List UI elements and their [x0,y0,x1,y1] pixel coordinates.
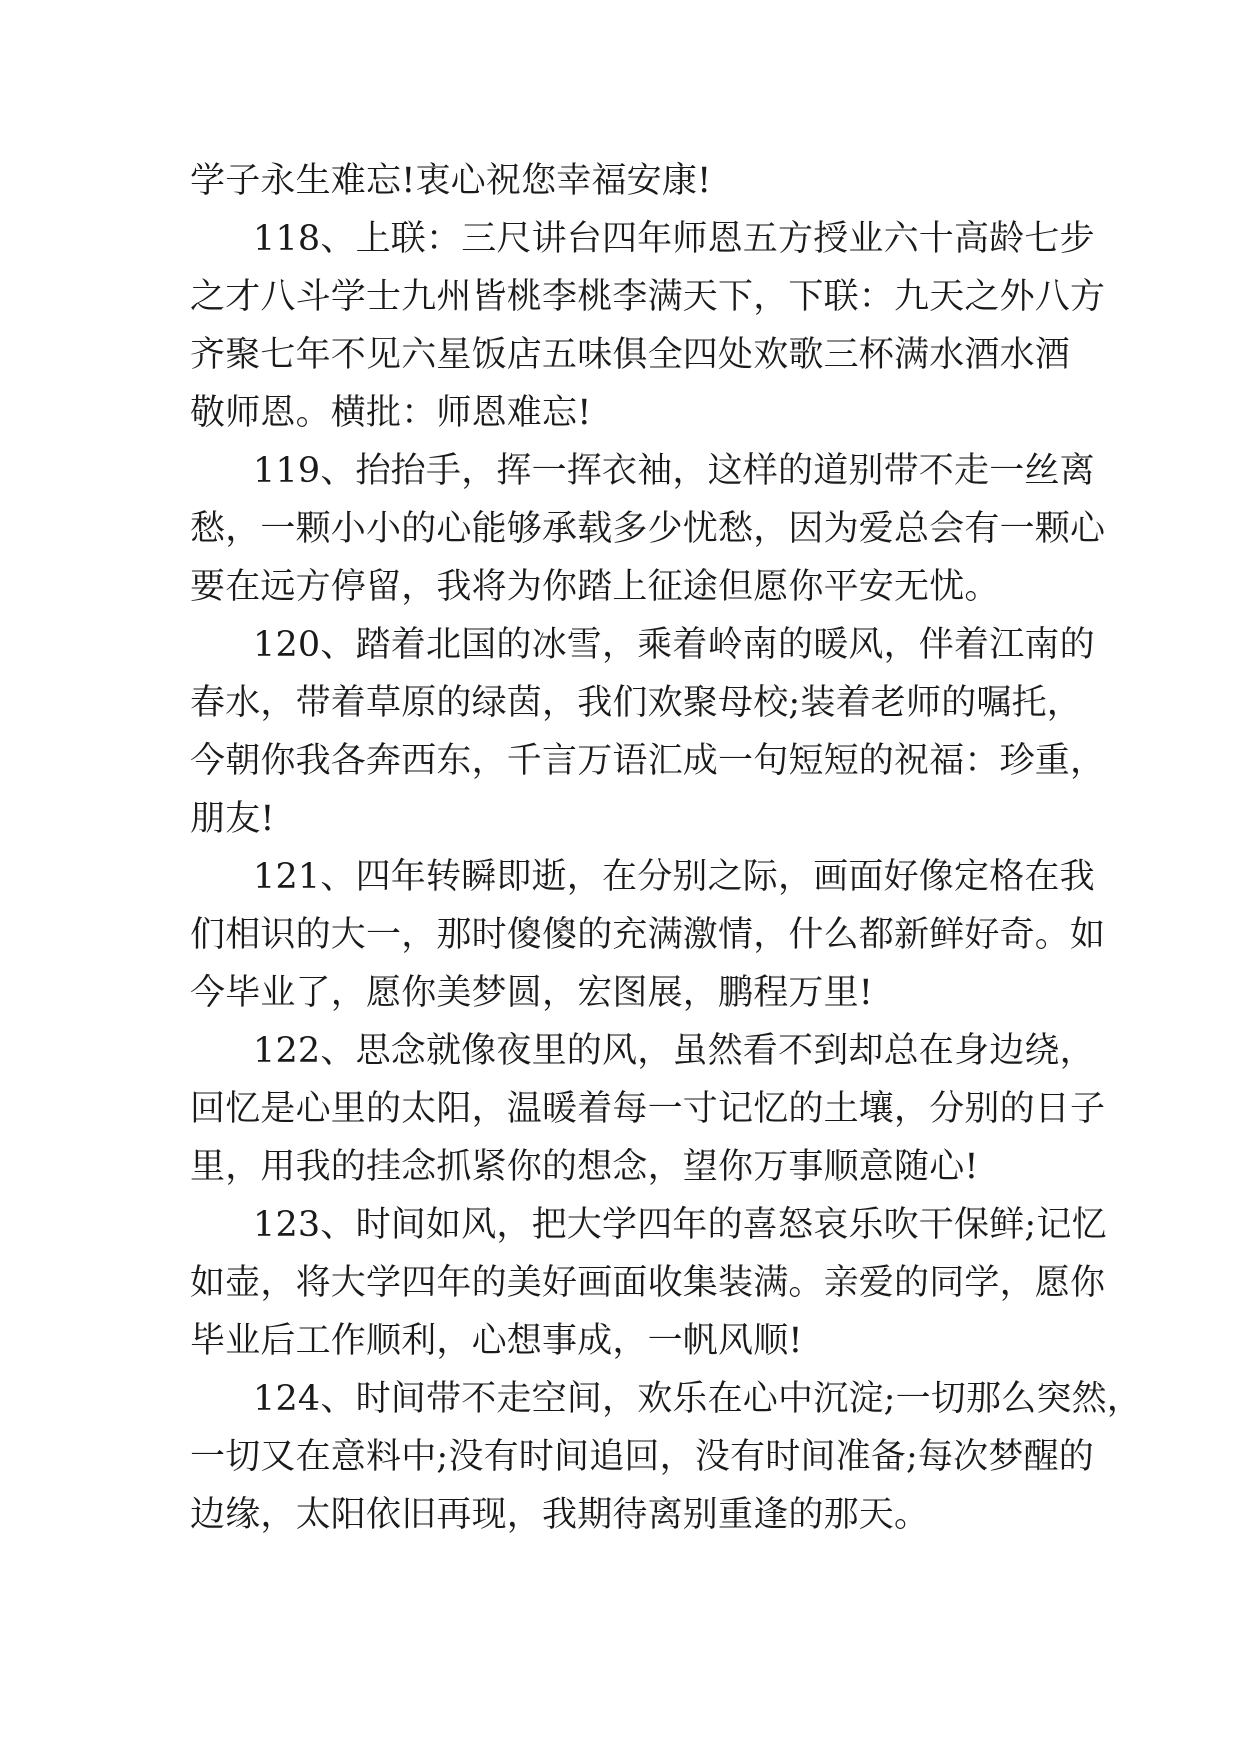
text-line: 学子永生难忘!衷心祝您幸福安康! [190,161,712,201]
text-line: 今朝你我各奔西东，千言万语汇成一句短短的祝福：珍重， [190,741,1106,781]
text-line: 如壶，将大学四年的美好画面收集装满。亲爱的同学，愿你 [190,1263,1106,1303]
text-line: 们相识的大一，那时傻傻的充满激情，什么都新鲜好奇。如 [190,915,1106,955]
text-line: 朋友! [190,799,275,839]
text-line: 敬师恩。横批：师恩难忘! [190,393,592,433]
text-line: 春水，带着草原的绿茵，我们欢聚母校;装着老师的嘱托， [190,683,1082,723]
text-line: 122、思念就像夜里的风，虽然看不到却总在身边绕， [253,1031,1095,1071]
text-line: 一切又在意料中;没有时间追回，没有时间准备;每次梦醒的 [190,1437,1094,1477]
text-line: 119、抬抬手，挥一挥衣袖，这样的道别带不走一丝离 [253,451,1095,491]
text-line: 今毕业了，愿你美梦圆，宏图展，鹏程万里! [190,973,874,1013]
text-line: 120、踏着北国的冰雪，乘着岭南的暖风，伴着江南的 [253,625,1095,665]
text-line: 123、时间如风，把大学四年的喜怒哀乐吹干保鲜;记忆 [253,1205,1107,1245]
text-line: 里，用我的挂念抓紧你的想念，望你万事顺意随心! [190,1147,979,1187]
text-line: 边缘，太阳依旧再现，我期待离别重逢的那天。 [190,1495,930,1535]
text-line: 121、四年转瞬即逝，在分别之际，画面好像定格在我 [253,857,1095,897]
text-line: 毕业后工作顺利，心想事成，一帆风顺! [190,1321,803,1361]
text-line: 回忆是心里的太阳，温暖着每一寸记忆的土壤，分别的日子 [190,1089,1106,1129]
text-line: 要在远方停留，我将为你踏上征途但愿你平安无忧。 [190,567,1000,607]
text-line: 118、上联：三尺讲台四年师恩五方授业六十高龄七步 [253,219,1095,259]
text-line: 愁，一颗小小的心能够承载多少忧愁，因为爱总会有一颗心 [190,509,1106,549]
text-line: 之才八斗学士九州皆桃李桃李满天下，下联：九天之外八方 [190,277,1106,317]
text-line: 124、时间带不走空间，欢乐在心中沉淀;一切那么突然， [253,1379,1142,1419]
text-line: 齐聚七年不见六星饭店五味俱全四处欢歌三杯满水酒水酒 [190,335,1071,375]
